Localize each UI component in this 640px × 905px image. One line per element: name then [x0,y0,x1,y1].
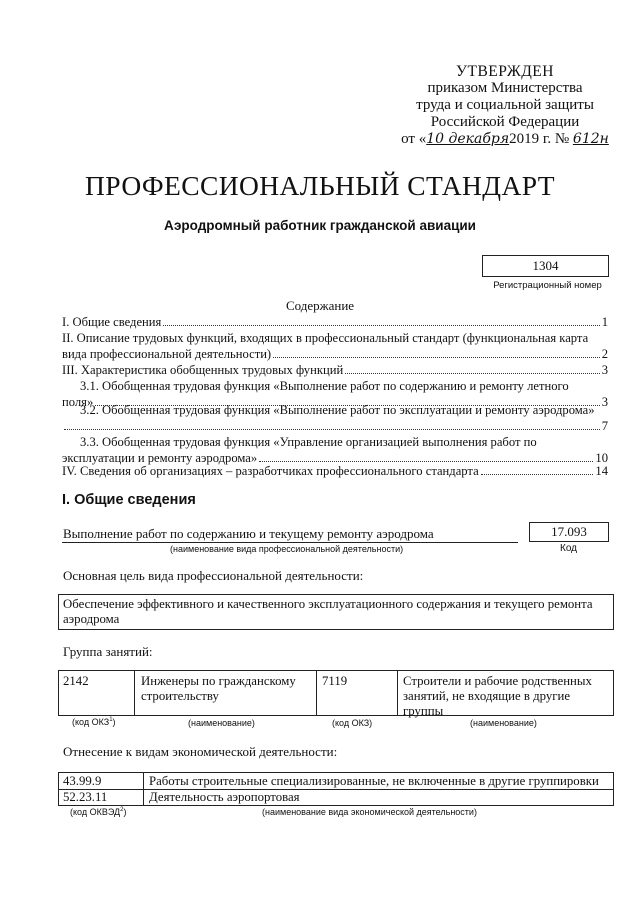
contents-heading: Содержание [285,298,355,313]
toc-item-text: III. Характеристика обобщенных трудовых функций [62,363,344,377]
section-heading: I. Общие сведения [62,492,196,508]
okved-code: 52.23.11 [63,790,108,804]
econ-activities-table [58,772,614,806]
order-number-handwritten: 612н [572,131,609,147]
group-code: 7119 [322,674,348,688]
group-name [141,674,296,704]
toc-item-text: 3.1. Обобщенная трудовая функция «Выполнение работ по содержанию и ремонту летного [80,379,569,393]
toc-item[interactable] [80,402,608,434]
divider [62,542,518,543]
group-code: 2142 [63,674,89,688]
toc-item[interactable] [62,330,608,362]
caption-text: (код ОКЗ [72,717,110,727]
divider [134,671,135,715]
toc-item-page: 3 [601,395,608,409]
okved-caption [70,807,126,817]
group-label: Группа занятий: [63,644,153,659]
group-name-line: строительству [141,689,219,703]
toc-item[interactable] [62,314,608,330]
registration-number-label: Регистрационный номер [493,280,602,291]
date-prefix: от « [401,131,427,147]
activity-code-box: 17.093 [529,522,609,542]
divider [316,671,317,715]
divider [397,671,398,715]
okved-name: Работы строительные специализированные, не включенные в другие группировки [149,774,599,788]
okved-name: Деятельность аэропортовая [149,790,300,804]
goal-box [58,594,614,630]
toc-item-page: 10 [595,451,608,465]
okz-caption [72,717,116,727]
group-name [403,674,611,719]
toc-item-text: 3.2. Обобщенная трудовая функция «Выполнение работ по эксплуатации и ремонту аэродрома» [80,403,595,417]
caption-text: (код ОКВЭД [70,807,121,817]
toc-item[interactable] [62,463,608,479]
group-name-line: Строители и рабочие родственных [403,674,592,688]
activity-caption: (наименование вида профессиональной деятельности) [170,544,404,554]
toc-item-text: эксплуатации и ремонту аэродрома» [62,451,258,465]
okved-code: 43.99.9 [63,774,102,788]
group-name-line: группы [403,704,444,718]
registration-number-box: 1304 [482,255,609,277]
toc-item-page: 14 [595,464,608,478]
occupation-groups-table [58,670,614,716]
name-caption: (наименование) [188,718,255,728]
econ-label: Отнесение к видам экономической деятельности: [63,744,338,759]
caption-text: ) [123,807,127,817]
divider [59,789,613,790]
goal-text: Обеспечение эффективного и качественного эксплуатационного содержания и текущего ремонта [63,597,593,611]
approval-line: труда и социальной защиты [416,97,594,113]
toc-item-text: поля» [62,395,94,409]
footnote-mark: 2 [120,807,124,813]
econ-name-caption: (наименование вида экономической деятельности) [262,807,477,817]
toc-item[interactable] [62,434,608,466]
name-caption: (наименование) [470,718,537,728]
toc-item-text: 3.3. Обобщенная трудовая функция «Управление организацией выполнения работ по [80,435,537,449]
approval-date [400,131,610,148]
toc-item-page: 7 [601,419,608,433]
date-suffix: 2019 г. № [509,131,570,147]
toc-item-text: II. Описание трудовых функций, входящих в профессиональный стандарт (функциональная карта [62,331,589,345]
toc-item-text: вида профессиональной деятельности) [62,347,272,361]
approval-line: приказом Министерства [427,80,583,96]
page-subtitle: Аэродромный работник гражданской авиации [164,218,476,233]
group-name-line: занятий, не входящие в другие [403,689,571,703]
toc-item-text: I. Общие сведения [62,315,162,329]
toc-item[interactable] [62,362,608,378]
caption-text: ) [112,717,116,727]
toc-item-page: 3 [601,363,608,377]
goal-label: Основная цель вида профессиональной деятельности: [63,568,364,583]
activity-code-caption: Код [560,543,578,554]
toc-item-page: 2 [601,347,608,361]
toc-item-page: 1 [601,315,608,329]
group-name-line: Инженеры по гражданскому [141,674,296,688]
date-handwritten: 10 декабря [426,131,510,147]
okz-caption: (код ОКЗ) [332,718,373,728]
toc-item-text: IV. Сведения об организациях – разработчиках профессионального стандарта [62,464,479,478]
goal-text: аэродрома [63,612,120,626]
approval-title: УТВЕРЖДЕН [456,63,554,80]
footnote-mark: 1 [109,717,113,723]
activity-name: Выполнение работ по содержанию и текущему ремонту аэродрома [63,526,434,541]
page-title: ПРОФЕССИОНАЛЬНЫЙ СТАНДАРТ [85,170,555,201]
approval-block [400,63,610,148]
approval-line: Российской Федерации [430,114,580,130]
